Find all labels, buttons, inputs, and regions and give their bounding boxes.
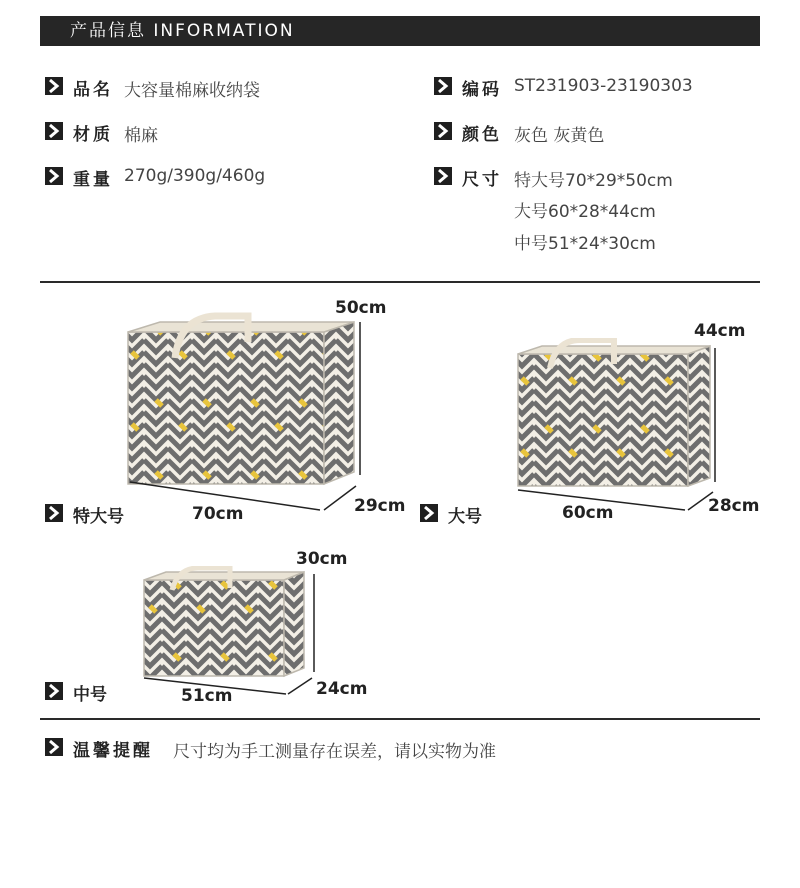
code-value: ST231903-23190303 <box>514 76 693 96</box>
arrow-right-icon <box>45 504 63 522</box>
bag-l-height: 44cm <box>694 321 746 341</box>
bag-l-width: 60cm <box>562 503 614 523</box>
size-value-xl: 特大号70*29*50cm <box>514 171 673 191</box>
bag-m-height: 30cm <box>296 549 348 569</box>
arrow-right-icon <box>434 122 452 140</box>
bag-xl-height: 50cm <box>335 298 387 318</box>
divider-top <box>40 281 760 283</box>
arrow-right-icon <box>434 77 452 95</box>
tip-value: 尺寸均为手工测量存在误差，请以实物为准 <box>173 742 496 762</box>
size-label: 尺寸 <box>462 170 502 190</box>
arrow-right-icon <box>45 738 63 756</box>
color-value: 灰色 灰黄色 <box>514 126 605 146</box>
arrow-right-icon <box>45 77 63 95</box>
weight-label: 重量 <box>73 170 113 190</box>
size-value-m: 中号51*24*30cm <box>514 234 656 254</box>
color-label: 颜色 <box>462 125 502 145</box>
bag-xl-width: 70cm <box>192 504 244 524</box>
bag-l-depth: 28cm <box>708 496 760 516</box>
bag-m-width: 51cm <box>181 686 233 706</box>
size-value-l: 大号60*28*44cm <box>514 202 656 222</box>
header-title: 产品信息 INFORMATION <box>70 21 295 41</box>
bag-l-dimension-lines <box>510 330 720 515</box>
arrow-right-icon <box>45 167 63 185</box>
bag-m-depth: 24cm <box>316 679 368 699</box>
bag-xl-dimension-lines <box>120 300 380 525</box>
bag-xl-depth: 29cm <box>354 496 406 516</box>
arrow-right-icon <box>434 167 452 185</box>
name-label: 品名 <box>73 80 113 100</box>
bag-l-label: 大号 <box>448 507 482 527</box>
header-bar <box>40 16 760 46</box>
bag-xl-label: 特大号 <box>73 507 124 527</box>
arrow-right-icon <box>420 504 438 522</box>
arrow-right-icon <box>45 122 63 140</box>
name-value: 大容量棉麻收纳袋 <box>124 81 260 101</box>
material-value: 棉麻 <box>124 126 158 146</box>
divider-bottom <box>40 718 760 720</box>
bag-m-label: 中号 <box>73 685 107 705</box>
code-label: 编码 <box>462 80 502 100</box>
bag-m-dimension-lines <box>138 560 328 700</box>
tip-label: 温馨提醒 <box>73 741 153 761</box>
weight-value: 270g/390g/460g <box>124 166 266 186</box>
material-label: 材质 <box>73 125 113 145</box>
arrow-right-icon <box>45 682 63 700</box>
